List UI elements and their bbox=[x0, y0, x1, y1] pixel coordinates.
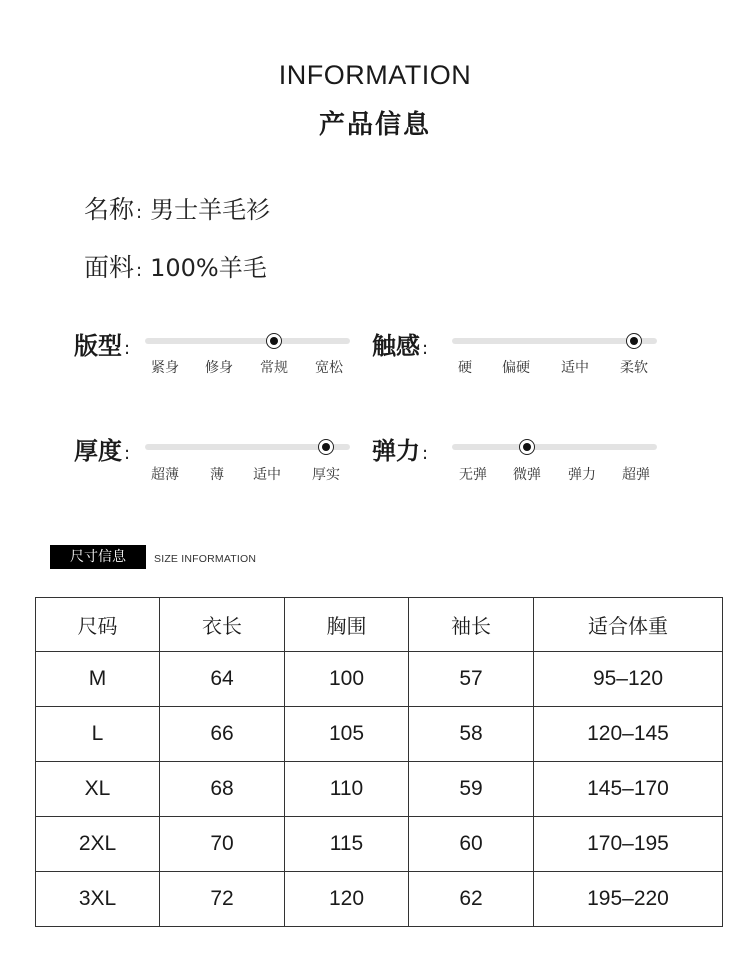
fit-option: 紧身 bbox=[151, 360, 179, 376]
table-row bbox=[36, 872, 723, 927]
touch-option: 适中 bbox=[561, 360, 589, 376]
info-colon: : bbox=[136, 260, 143, 281]
attr-label-text: 版型 bbox=[74, 332, 122, 360]
thickness-slider-knob[interactable] bbox=[318, 439, 334, 455]
fit-slider-knob[interactable] bbox=[266, 333, 282, 349]
header-weight: 适合体重 bbox=[534, 598, 723, 652]
info-row-fabric bbox=[84, 248, 267, 284]
table-row bbox=[36, 652, 723, 707]
size-info-tag: 尺寸信息 bbox=[50, 545, 146, 569]
header-sleeve: 袖长 bbox=[409, 598, 534, 652]
touch-option: 柔软 bbox=[620, 360, 648, 376]
touch-option: 偏硬 bbox=[502, 360, 530, 376]
size-table bbox=[35, 597, 723, 927]
cell-size: 2XL bbox=[36, 817, 160, 872]
attr-label-text: 触感 bbox=[372, 332, 420, 360]
cell-sleeve: 58 bbox=[409, 707, 534, 762]
thickness-option: 适中 bbox=[253, 467, 281, 483]
cell-weight: 170–195 bbox=[534, 817, 723, 872]
cell-size: XL bbox=[36, 762, 160, 817]
touch-option: 硬 bbox=[458, 360, 472, 376]
attr-colon: : bbox=[124, 443, 131, 464]
thickness-option: 超薄 bbox=[151, 467, 179, 483]
attr-label-fit bbox=[74, 326, 130, 361]
elasticity-option: 微弹 bbox=[513, 467, 541, 483]
info-key: 面料 bbox=[84, 253, 135, 282]
page-title-en: INFORMATION bbox=[278, 60, 472, 90]
cell-chest: 115 bbox=[285, 817, 409, 872]
fit-option: 宽松 bbox=[315, 360, 343, 376]
cell-length: 70 bbox=[160, 817, 285, 872]
cell-sleeve: 62 bbox=[409, 872, 534, 927]
cell-sleeve: 57 bbox=[409, 652, 534, 707]
attr-label-text: 弹力 bbox=[372, 437, 420, 465]
elasticity-option: 超弹 bbox=[622, 467, 650, 483]
cell-weight: 195–220 bbox=[534, 872, 723, 927]
cell-chest: 100 bbox=[285, 652, 409, 707]
info-value: 100%羊毛 bbox=[150, 254, 267, 282]
table-row bbox=[36, 707, 723, 762]
cell-length: 64 bbox=[160, 652, 285, 707]
cell-chest: 120 bbox=[285, 872, 409, 927]
touch-slider-knob[interactable] bbox=[626, 333, 642, 349]
cell-size: 3XL bbox=[36, 872, 160, 927]
cell-length: 68 bbox=[160, 762, 285, 817]
cell-weight: 95–120 bbox=[534, 652, 723, 707]
cell-chest: 110 bbox=[285, 762, 409, 817]
info-value: 男士羊毛衫 bbox=[150, 196, 271, 224]
cell-sleeve: 59 bbox=[409, 762, 534, 817]
fit-option: 常规 bbox=[260, 360, 288, 376]
elasticity-option: 无弹 bbox=[459, 467, 487, 483]
header-size: 尺码 bbox=[36, 598, 160, 652]
cell-length: 66 bbox=[160, 707, 285, 762]
cell-length: 72 bbox=[160, 872, 285, 927]
thickness-option: 薄 bbox=[210, 467, 224, 483]
table-row bbox=[36, 817, 723, 872]
attr-label-elasticity bbox=[372, 431, 428, 466]
cell-size: M bbox=[36, 652, 160, 707]
cell-size: L bbox=[36, 707, 160, 762]
attr-label-touch bbox=[372, 326, 428, 361]
cell-sleeve: 60 bbox=[409, 817, 534, 872]
info-colon: : bbox=[136, 202, 143, 223]
attr-colon: : bbox=[124, 338, 131, 359]
table-header-row bbox=[36, 598, 723, 652]
attr-label-text: 厚度 bbox=[74, 437, 122, 465]
cell-weight: 120–145 bbox=[534, 707, 723, 762]
size-info-subtitle: SIZE INFORMATION bbox=[154, 553, 257, 565]
info-key: 名称 bbox=[84, 195, 135, 224]
elasticity-option: 弹力 bbox=[568, 467, 596, 483]
table-row bbox=[36, 762, 723, 817]
info-row-name bbox=[84, 190, 270, 226]
elasticity-slider-knob[interactable] bbox=[519, 439, 535, 455]
cell-weight: 145–170 bbox=[534, 762, 723, 817]
elasticity-slider-track bbox=[452, 444, 657, 450]
fit-option: 修身 bbox=[205, 360, 233, 376]
fit-slider-track bbox=[145, 338, 350, 344]
header-chest: 胸围 bbox=[285, 598, 409, 652]
attr-colon: : bbox=[422, 338, 429, 359]
attr-colon: : bbox=[422, 443, 429, 464]
header-length: 衣长 bbox=[160, 598, 285, 652]
thickness-option: 厚实 bbox=[312, 467, 340, 483]
cell-chest: 105 bbox=[285, 707, 409, 762]
attr-label-thickness bbox=[74, 431, 130, 466]
page-title-cn: 产品信息 bbox=[318, 110, 431, 140]
